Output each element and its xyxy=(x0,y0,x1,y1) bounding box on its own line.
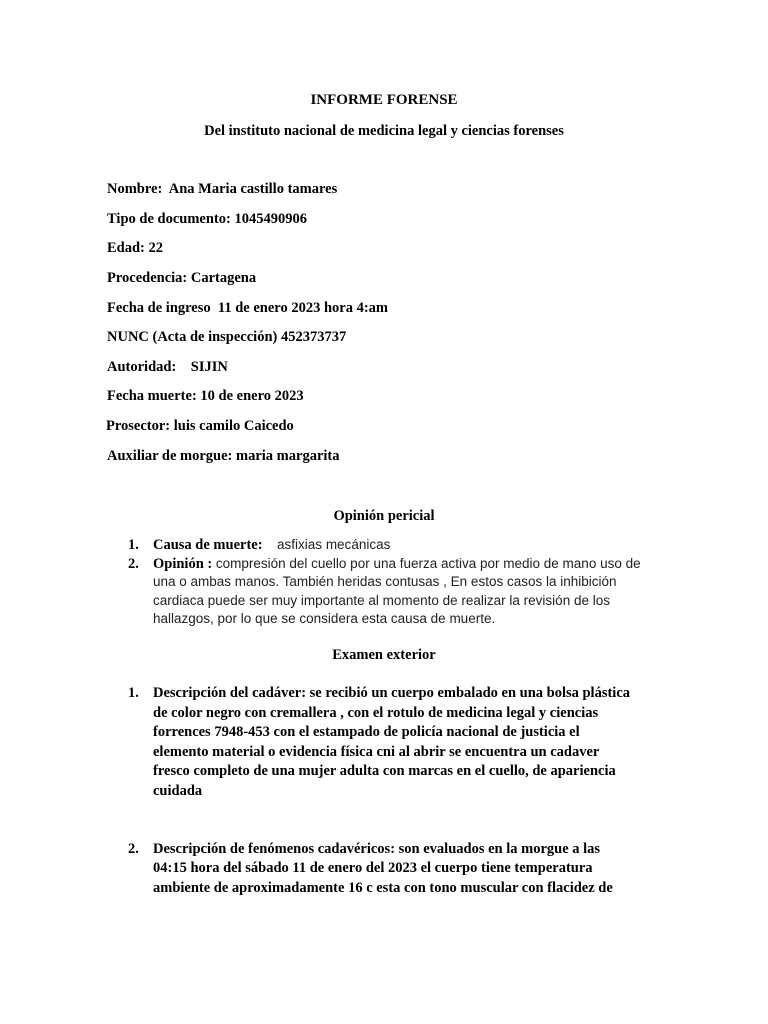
list-number: 1. xyxy=(128,685,139,701)
document-subtitle: Del instituto nacional de medicina legal y ciencias forenses xyxy=(204,123,564,139)
list-number: 2. xyxy=(128,556,139,572)
field-label: Tipo de documento: xyxy=(107,211,231,227)
field-label: Procedencia: xyxy=(107,270,188,286)
field-value: Cartagena xyxy=(190,270,257,286)
field-procedencia xyxy=(107,270,256,287)
section-heading-opinion: Opinión pericial xyxy=(333,508,435,524)
field-label: Autoridad: xyxy=(107,359,177,375)
field-value: Ana Maria castillo tamares xyxy=(168,181,338,197)
field-fecha-muerte xyxy=(107,388,304,405)
item-text-line: elemento material o evidencia física cni al abrir se encuentra un cadaver xyxy=(153,744,600,760)
item-text-line: hallazgos, por lo que se considera esta causa de muerte. xyxy=(153,611,496,626)
field-value: 10 de enero 2023 xyxy=(200,388,304,404)
list-item-causa-muerte xyxy=(153,537,390,554)
item-text-line: ambiente de aproximadamente 16 c esta con tono muscular con flacidez de xyxy=(153,880,613,896)
field-value: maria margarita xyxy=(236,448,340,464)
field-value: 452373737 xyxy=(280,329,347,345)
list-number: 1. xyxy=(128,537,139,553)
item-text-line: Descripción de fenómenos cadavéricos: son evaluados en la morgue a las xyxy=(153,841,601,857)
item-text-line: Descripción del cadáver: se recibió un cuerpo embalado en una bolsa plástica xyxy=(153,685,631,701)
item-text: asfixias mecánicas xyxy=(277,537,391,552)
field-label: Edad: xyxy=(107,240,145,256)
list-item-opinion xyxy=(153,556,641,573)
list-number: 2. xyxy=(128,841,139,857)
item-text-line: una o ambas manos. También heridas contusas , En estos casos la inhibición xyxy=(153,574,617,589)
field-value: 11 de enero 2023 hora 4:am xyxy=(217,300,388,316)
item-text-line: cardiaca puede ser muy importante al momento de realizar la revisión de los xyxy=(153,593,610,608)
field-auxiliar-morgue xyxy=(107,448,340,465)
field-label: Fecha muerte: xyxy=(107,388,197,404)
section-heading-examen: Examen exterior xyxy=(332,647,436,663)
item-text-line: 04:15 hora del sábado 11 de enero del 2023 el cuerpo tiene temperatura xyxy=(153,860,593,876)
item-label: Causa de muerte: xyxy=(153,537,263,553)
item-text-line: forrences 7948-453 con el estampado de policía nacional de justicia el xyxy=(153,724,580,740)
field-label: Prosector: xyxy=(106,418,171,434)
field-value: luis camilo Caicedo xyxy=(173,418,294,434)
field-autoridad xyxy=(107,359,228,376)
field-edad xyxy=(107,240,163,257)
field-fecha-ingreso xyxy=(107,300,388,317)
field-value: SIJIN xyxy=(190,359,228,375)
item-text: compresión del cuello por una fuerza activa por medio de mano uso de xyxy=(215,556,641,571)
item-label: Opinión : xyxy=(153,556,213,572)
field-label: Auxiliar de morgue: xyxy=(107,448,233,464)
item-text-line: de color negro con cremallera , con el rotulo de medicina legal y ciencias xyxy=(153,705,599,721)
field-prosector xyxy=(106,418,294,435)
field-nunc xyxy=(107,329,346,346)
field-label: Fecha de ingreso xyxy=(107,300,211,316)
field-tipo-documento xyxy=(107,211,307,228)
field-label: NUNC (Acta de inspección) xyxy=(107,329,278,345)
document-title: INFORME FORENSE xyxy=(310,92,458,108)
field-nombre xyxy=(107,181,337,198)
item-text-line: fresco completo de una mujer adulta con marcas en el cuello, de apariencia xyxy=(153,763,616,779)
item-text-line: cuidada xyxy=(153,783,203,799)
field-label: Nombre: xyxy=(107,181,163,197)
field-value: 1045490906 xyxy=(234,211,307,227)
field-value: 22 xyxy=(148,240,164,256)
